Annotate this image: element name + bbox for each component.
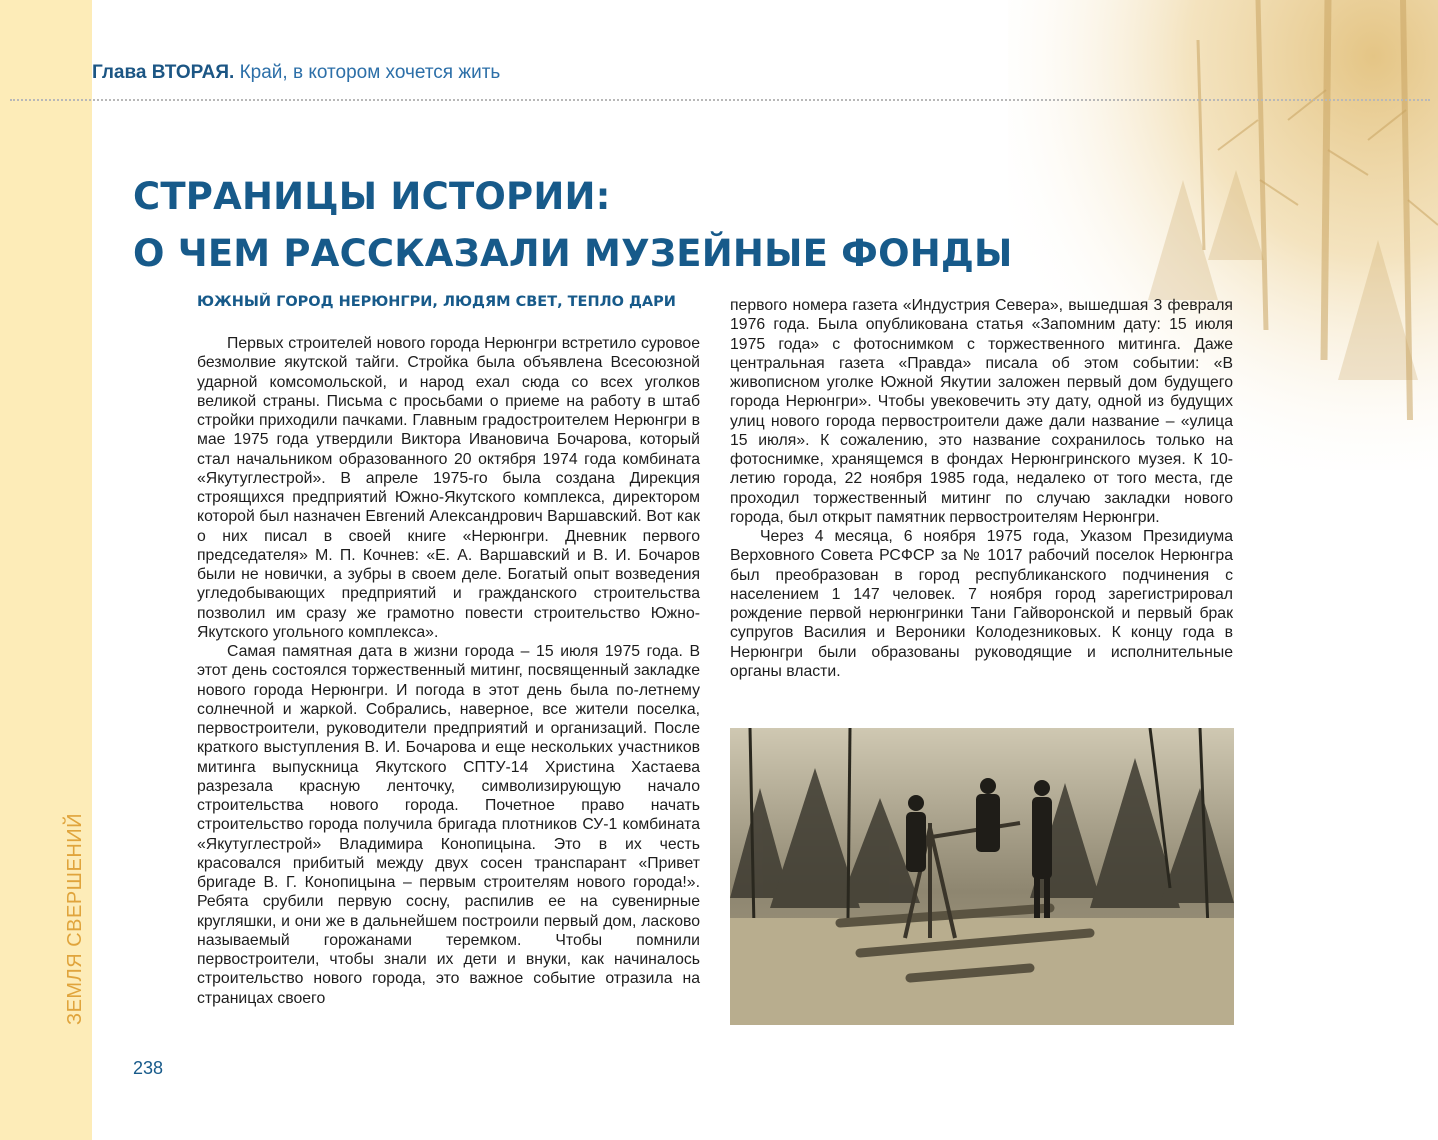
- text-column-left: [197, 334, 700, 1008]
- paragraph: первого номера газета «Индустрия Севера», вышедшая 3 февраля 1976 года. Была опубликована статья «Запомним дату: 15 июля 1975 года» с фотоснимком с торжественного митинга. Даже центральная газета «Правда» писала об этом событии: «В живописном уголке Южной Якутии заложен первый дом будущего города Нерюнгри». Чтобы увековечить эту дату, одной из будущих улиц нового города первостроители даже дали название – «улица 15 июля». К сожалению, это название сохранилось только на фотоснимке, хранящемся в фондах Нерюнгринского музея. К 10-летию города, 22 ноября 1985 года, недалеко от того места, где проходил торжественный митинг по случаю закладки нового города, был открыт памятник первостроителям Нерюнгри.: [730, 297, 1233, 526]
- paragraph: Через 4 месяца, 6 ноября 1975 года, Указом Президиума Верховного Совета РСФСР за № 1017 рабочий поселок Нерюнгра был преобразован в город республиканского подчинения с населением 1 147 человек. 7 ноября город зарегистрировал рождение первой нерюнгринки Тани Гайворонской и первый брак супругов Василия и Вероники Колодезниковых. К концу года в Нерюнгри были образованы руководящие и исполнительные органы власти.: [730, 528, 1233, 680]
- article-title-line-1: СТРАНИЦЫ ИСТОРИИ:: [133, 175, 611, 218]
- header-divider: [10, 99, 1430, 101]
- book-title-vertical: ЗЕМЛЯ СВЕРШЕНИЙ: [64, 812, 86, 1025]
- article-title-line-2: О ЧЕМ РАССКАЗАЛИ МУЗЕЙНЫЕ ФОНДЫ: [133, 232, 1013, 275]
- article-title: [133, 168, 1013, 282]
- paragraph: Самая памятная дата в жизни города – 15 июля 1975 года. В этот день состоялся торжественный митинг, посвященный закладке нового города Нерюнгри. И погода в этот день была по-летнему солнечной и жаркой. Собрались, наверное, все жители поселка, первостроители, руководители предприятий и организаций. После краткого выступления В. И. Бочарова и еще нескольких участников митинга выпускница Якутского СПТУ-14 Христина Хастаева разрезала красную ленточку, символизирующую начало строительства нового города. Почетное право начать строительство города получила бригада плотников СУ-1 комбината «Якутуглестрой» Владимира Конопицына. Это в их честь красовался прибитый между двух сосен транспарант «Привет бригаде В. Г. Конопицына – первым строителям нового города!». Ребята срубили первую сосну, распилив ее на сувенирные кругляшки, и они же в дальнейшем построили первый дом, ласково называемый горожанами теремком. Чтобы помнили первостроители, чтобы знали их дети и внуки, как начиналось строительство нового города, это важное событие отразила на страницах своего: [197, 643, 700, 1007]
- paragraph: Первых строителей нового города Нерюнгри встретило суровое безмолвие якутской тайги. Стройка была объявлена Всесоюзной ударной комсомольской, и народ ехал сюда со всех уголков великой страны. Письма с просьбами о приеме на работу в штаб стройки приходили пачками. Главным градостроителем Нерюнгри в мае 1975 года утвердили Виктора Ивановича Бочарова, который стал начальником образованного 20 октября 1974 года комбината «Якутуглестрой». В апреле 1975-го была создана Дирекция строящихся предприятий Южно-Якутского комплекса, директором которой был назначен Евгений Александрович Варшавский. Вот как о них писал в своей книге «Нерюнгри. Дневник первого председателя» М. П. Кочнев: «Е. А. Варшавский и В. И. Бочаров были не новички, а зубры в своем деле. Богатый опыт возведения угледобывающих предприятий и гражданского строительства позволил им сразу же грамотно повести строительство Южно-Якутского угольного комплекса».: [197, 335, 700, 641]
- text-column-right: [730, 296, 1233, 681]
- page-number: 238: [133, 1058, 164, 1078]
- chapter-title: Край, в котором хочется жить: [239, 62, 501, 83]
- article-subheading: ЮЖНЫЙ ГОРОД НЕРЮНГРИ, ЛЮДЯМ СВЕТ, ТЕПЛО ДАРИ: [197, 294, 676, 310]
- chapter-header: [92, 62, 500, 84]
- chapter-label: Глава ВТОРАЯ.: [92, 62, 235, 83]
- historical-photo: [730, 728, 1234, 1025]
